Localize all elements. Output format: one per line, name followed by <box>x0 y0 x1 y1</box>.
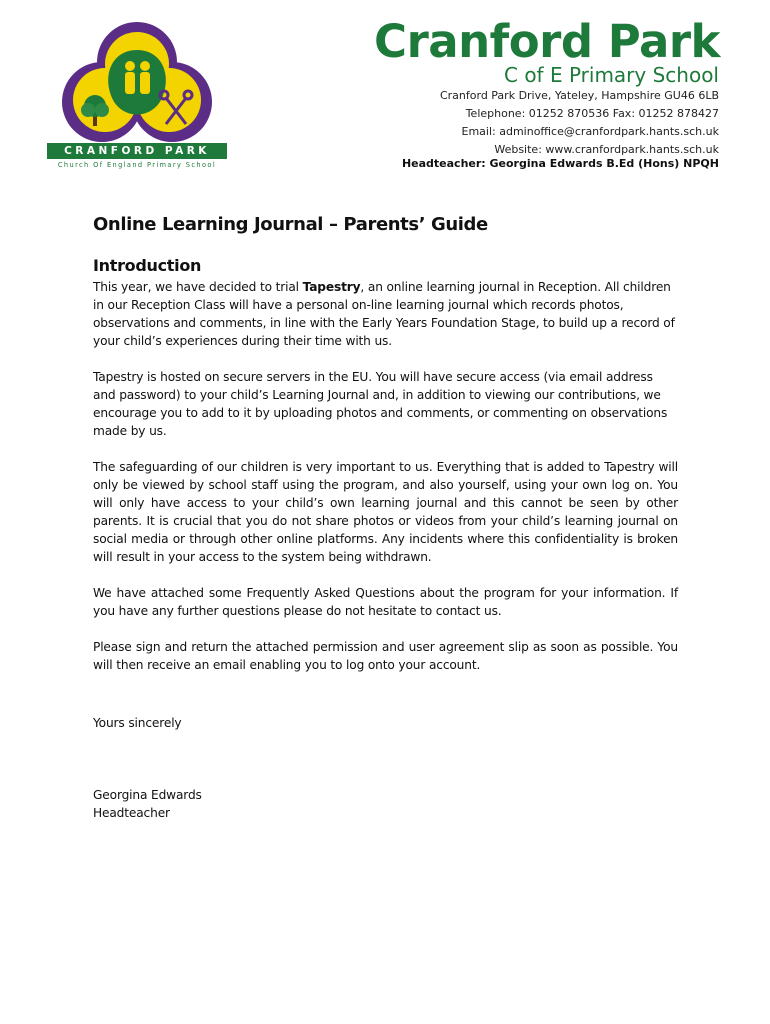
school-subtitle: C of E Primary School <box>504 63 719 87</box>
section-heading: Introduction <box>93 256 202 275</box>
logo-banner: CRANFORD PARK <box>47 143 227 159</box>
address: Cranford Park Drive, Yateley, Hampshire GU46 6LB <box>439 89 719 102</box>
paragraph-intro <box>93 278 678 350</box>
headteacher-line: Headteacher: Georgina Edwards B.Ed (Hons) NPQH <box>401 157 719 170</box>
tapestry-bold: Tapestry <box>302 280 361 294</box>
paragraph-faq: We have attached some Frequently Asked Questions about the program for your information. If you have any further questions please do not hesitate to contact us. <box>93 586 678 618</box>
school-crest-icon <box>44 20 230 144</box>
contact-block <box>440 87 719 159</box>
paragraph-intro-end: , an online learning journal in Reception. All children in our Reception Class will have a personal on-line learning journal which records photos, observations and comments, in line with the Early Years Foundation Stage, to build up a record of your child’s experiences during their time with us. <box>93 280 675 348</box>
signatory-role: Headteacher <box>93 806 170 820</box>
logo-subtitle: Church Of England Primary School <box>57 161 217 169</box>
document-title: Online Learning Journal – Parents’ Guide <box>93 214 488 235</box>
telephone: Telephone: 01252 870536 Fax: 01252 878427 <box>465 107 719 120</box>
paragraph-safeguarding: The safeguarding of our children is very important to us. Everything that is added to Tapestry will only be viewed by school staff using the program, and also yourself, using your own log on. You will only have access to your child’s own learning journal and this cannot be seen by other parents. It is crucial that you do not share photos or videos from your child’s learning journal on social media or through other online platforms. Any incidents where this confidentiality is broken will result in your access to the system being withdrawn. <box>93 460 678 564</box>
letter-body <box>93 212 678 822</box>
email: Email: adminoffice@cranfordpark.hants.sch.uk <box>461 125 719 138</box>
paragraph-sign-return: Please sign and return the attached permission and user agreement slip as soon as possible. You will then receive an email enabling you to log onto your account. <box>93 640 678 672</box>
paragraph-hosting: Tapestry is hosted on secure servers in the EU. You will have secure access (via email address and password) to your child’s Learning Journal and, in addition to viewing our contributions, we encourage you to add to it by uploading photos and comments, or commenting on observations made by us. <box>93 370 668 438</box>
paragraph-intro-start: This year, we have decided to trial <box>93 280 303 294</box>
closing: Yours sincerely <box>93 716 182 730</box>
website: Website: www.cranfordpark.hants.sch.uk <box>494 143 719 156</box>
school-name: Cranford Park <box>374 15 720 68</box>
school-logo <box>44 20 230 170</box>
signatory-name: Georgina Edwards <box>93 788 202 802</box>
